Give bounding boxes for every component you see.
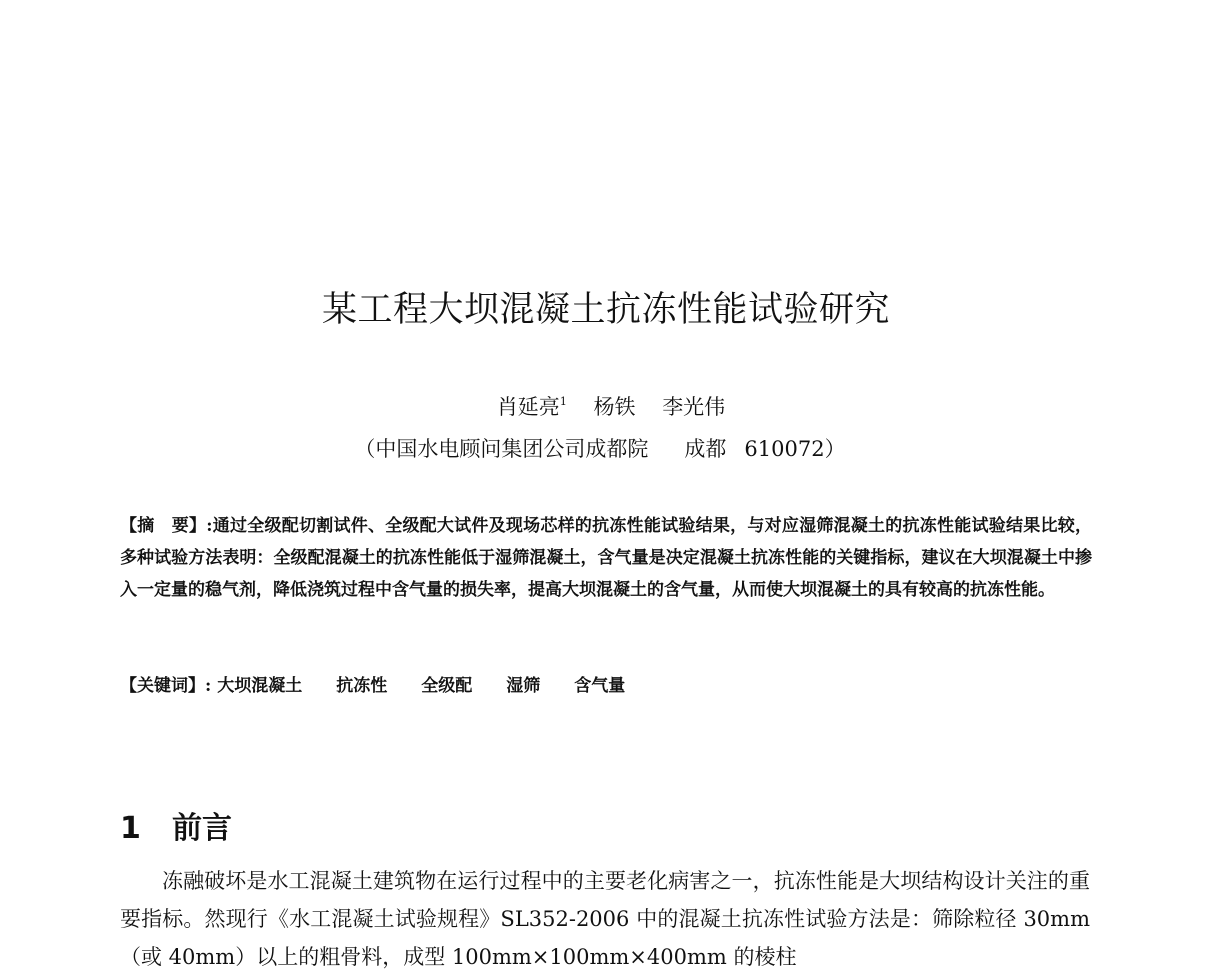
affiliation [0,433,1200,463]
author-3 [662,391,725,421]
affiliation-close-paren: ） [824,437,846,461]
author-name: 杨铁 [593,395,636,419]
affiliation-org: 中国水电顾问集团公司成都院 [375,437,649,461]
abstract-text: 通过全级配切割试件、全级配大试件及现场芯样的抗冻性能试验结果，与对应湿筛混凝土的抗冻性能试验结果比较，多种试验方法表明：全级配混凝土的抗冻性能低于湿筛混凝土，含气量是决定混凝土抗冻性能的关键指标，建议在大坝混凝土中掺入一定量的稳气剂，降低浇筑过程中含气量的损失率，提高大坝混凝土的含气量，从而使大坝混凝土的具有较高的抗冻性能。 [120,516,1092,600]
keyword: 抗冻性 [336,676,388,696]
keyword: 湿筛 [506,676,541,696]
keyword: 大坝混凝土 [217,676,303,696]
keywords [120,670,1092,702]
section-title: 前言 [172,811,232,846]
keywords-label: 【关键词】: [120,676,212,696]
author-2 [594,391,636,421]
author-name: 肖延亮 [496,395,560,419]
abstract [120,510,1092,606]
affiliation-city: 成都 [684,437,727,461]
affiliation-open-paren: （ [354,437,376,461]
body-paragraph: 冻融破坏是水工混凝土建筑物在运行过程中的主要老化病害之一，抗冻性能是大坝结构设计关注的重要指标。然现行《水工混凝土试验规程》SL352-2006 中的混凝土抗冻性试验方法是：筛除粒径 30mm（或 40mm）以上的粗骨料，成型 100mm×100mm×400mm 的棱柱 [120,869,1090,969]
author-list [0,391,1222,421]
author-affiliation-mark: 1 [559,395,567,408]
section-number: 1 [120,811,141,846]
author-1 [497,391,567,421]
abstract-label: 【摘 要】: [120,516,213,536]
author-name: 李光伟 [662,395,726,419]
paper-title: 某工程大坝混凝土抗冻性能试验研究 [321,290,890,330]
section-heading [120,803,232,847]
affiliation-postcode: 610072 [744,437,825,461]
keyword: 含气量 [574,676,626,696]
keyword: 全级配 [421,676,473,696]
